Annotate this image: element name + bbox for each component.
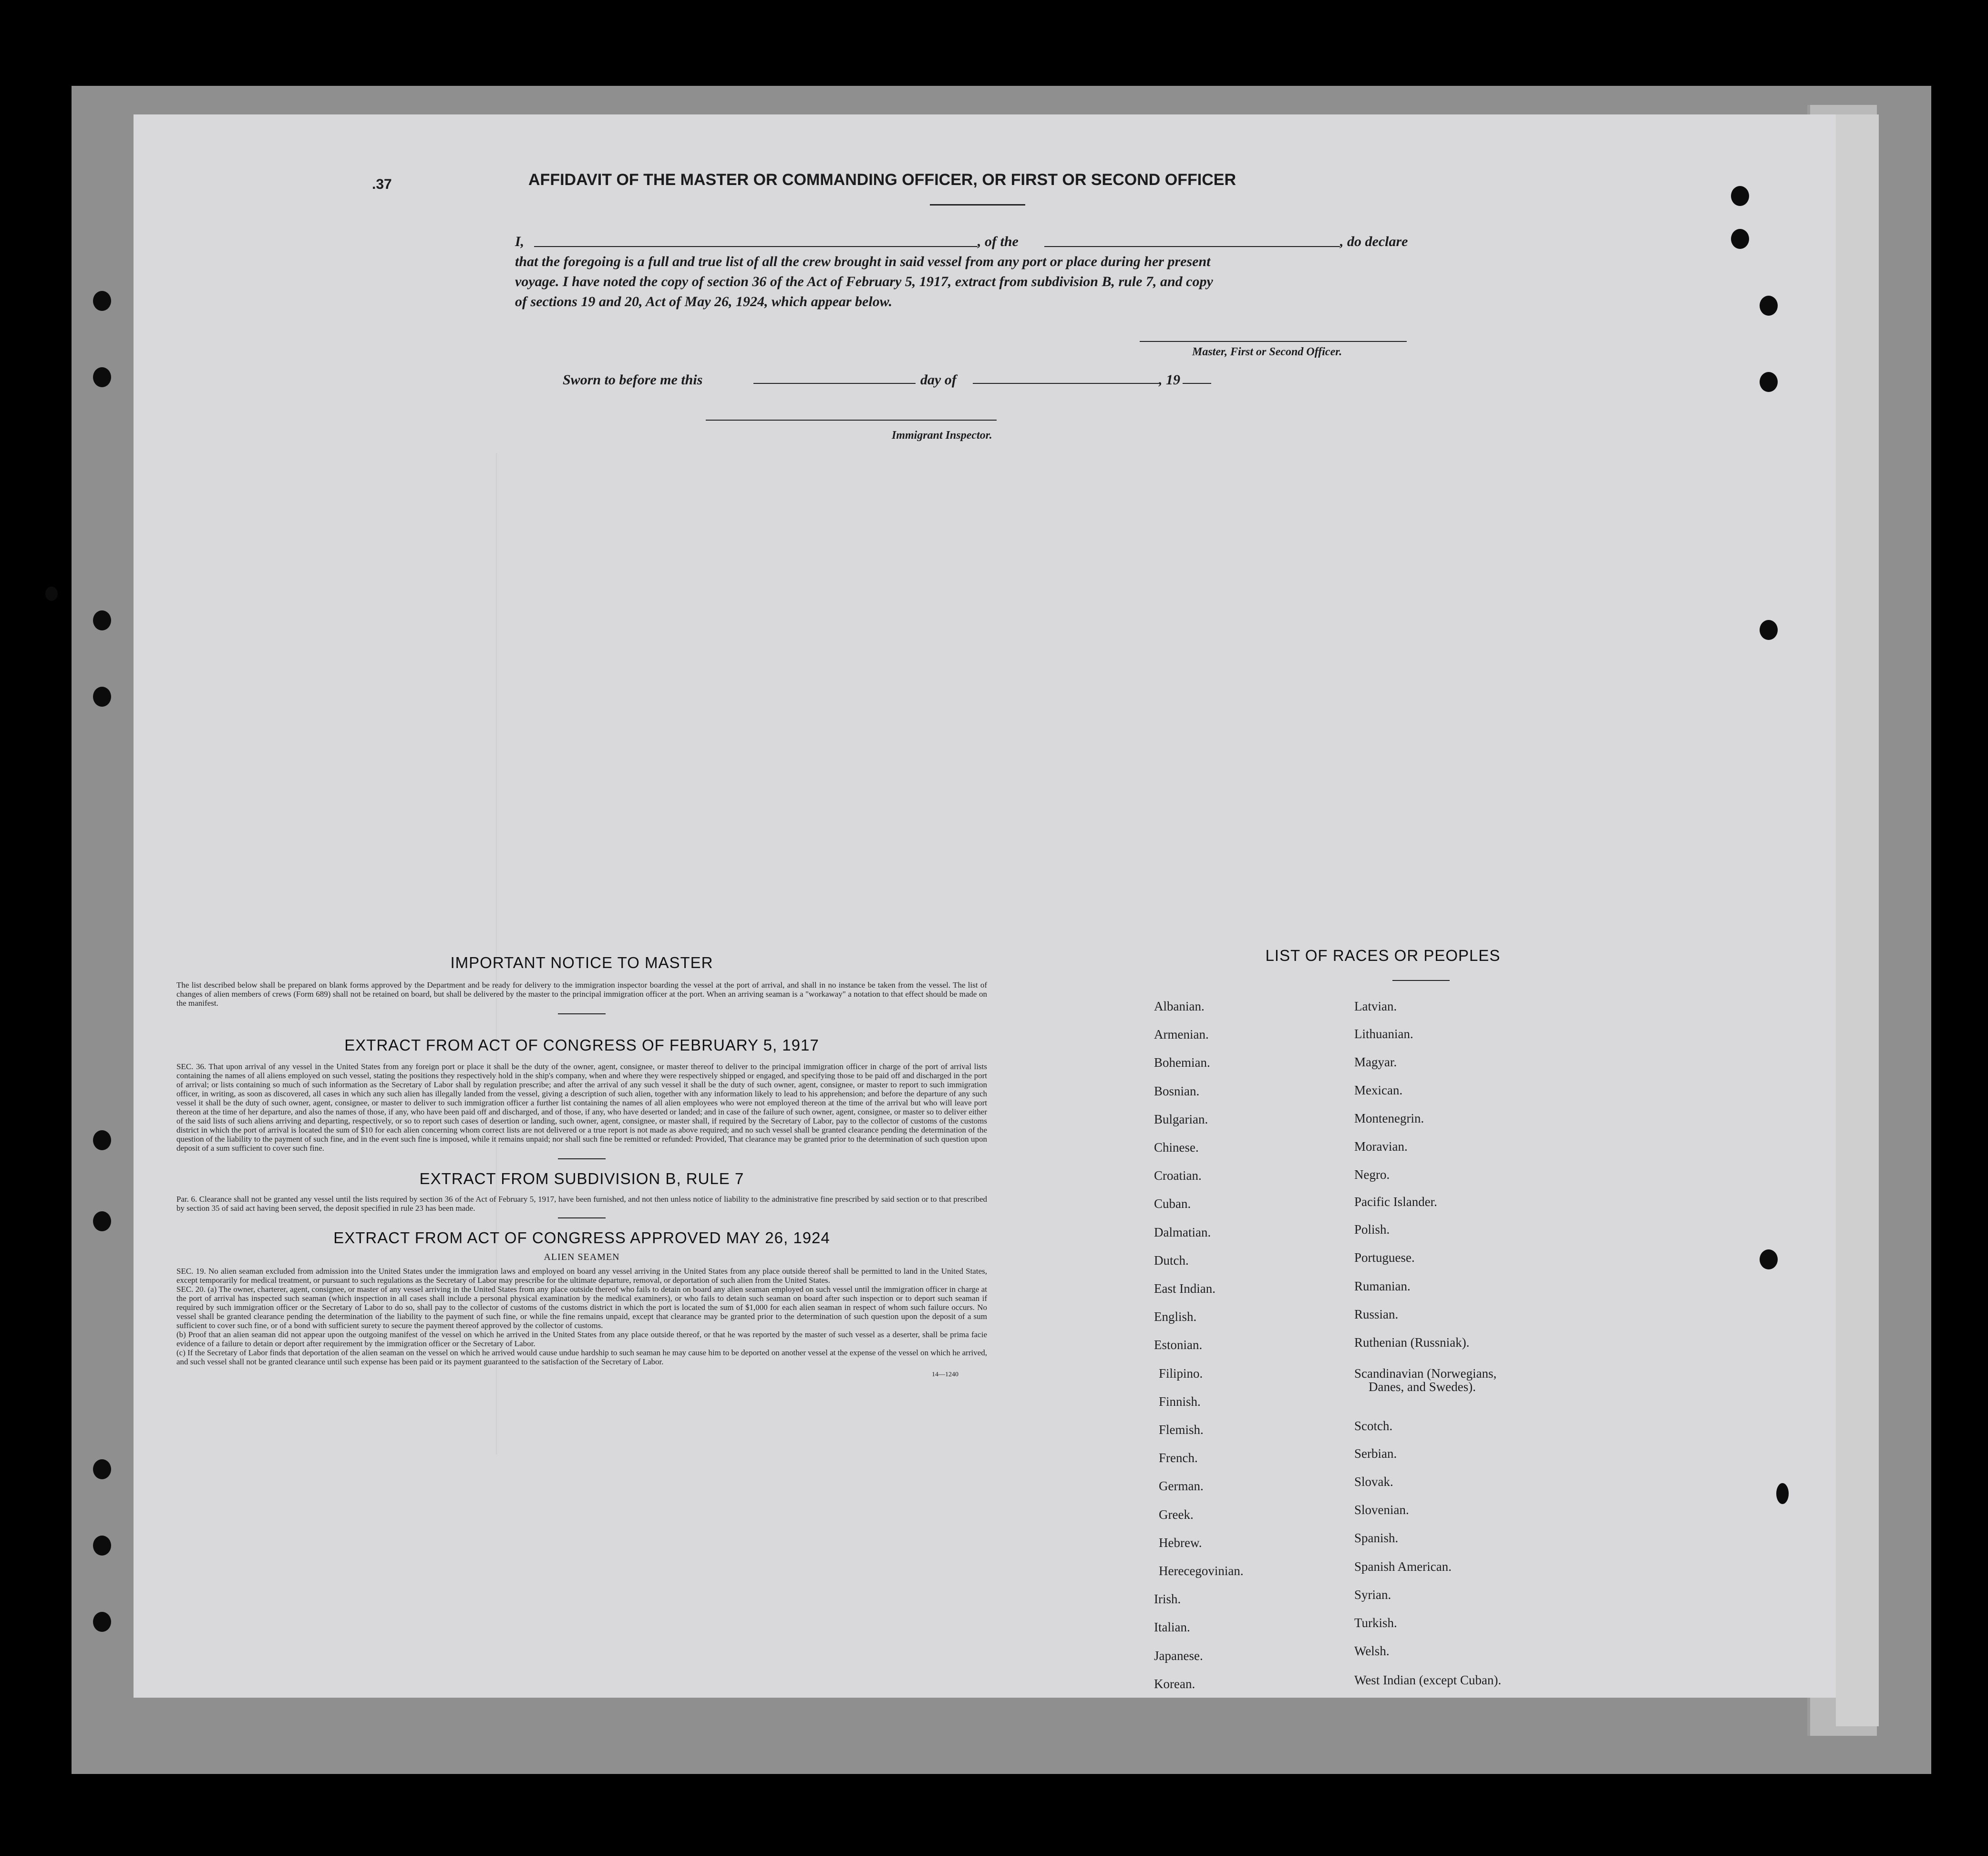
punch-hole — [93, 367, 111, 387]
race-item: Spanish American. — [1354, 1559, 1452, 1574]
race-item: Chinese. — [1154, 1140, 1199, 1155]
race-item: Slovenian. — [1354, 1503, 1409, 1517]
race-item: Lithuanian. — [1354, 1027, 1413, 1041]
race-item: Finnish. — [1159, 1394, 1201, 1409]
race-item: Pacific Islander. — [1354, 1195, 1437, 1209]
race-item: Bohemian. — [1154, 1055, 1210, 1070]
divider — [558, 1013, 606, 1014]
punch-hole — [93, 1459, 111, 1479]
race-item: Italian. — [1154, 1620, 1190, 1635]
race-item: Magyar. — [1354, 1055, 1397, 1069]
punch-hole — [1760, 372, 1778, 392]
punch-hole — [93, 291, 111, 311]
races-right-column — [1354, 999, 1640, 1714]
extract-1924-subtitle: ALIEN SEAMEN — [544, 1252, 620, 1262]
name-blank — [534, 246, 978, 247]
sec20b-body: (b) Proof that an alien seaman did not appear upon the outgoing manifest of the vessel on which he arrived in the United States from any place outside thereof, or that he was reported by the master of such vessel as a deserter, shall be prima facie evidence of a failure to detain or deport after requirement by the immigration officer or the Secretary of Labor. — [176, 1330, 987, 1348]
race-item: Mexican. — [1354, 1083, 1403, 1097]
form-number: 14—1240 — [932, 1371, 958, 1378]
race-item: Russian. — [1354, 1307, 1399, 1321]
sworn-text-c: , 19 — [1159, 372, 1180, 388]
race-item: Syrian. — [1354, 1588, 1391, 1602]
affidavit-title: AFFIDAVIT OF THE MASTER OR COMMANDING OFFICER, OR FIRST OR SECOND OFFICER — [528, 171, 1236, 189]
rule7-title: EXTRACT FROM SUBDIVISION B, RULE 7 — [419, 1170, 744, 1187]
affidavit-line1-b: , of the — [978, 234, 1019, 249]
punch-hole — [1731, 186, 1749, 206]
race-item: Latvian. — [1354, 999, 1397, 1013]
race-item: East Indian. — [1154, 1281, 1215, 1296]
race-item: Irish. — [1154, 1592, 1181, 1607]
race-item: Montenegrin. — [1354, 1111, 1424, 1125]
punch-hole — [93, 1211, 111, 1231]
race-item: Armenian. — [1154, 1027, 1209, 1042]
sec20a-body: SEC. 20. (a) The owner, charterer, agent, consignee, or master of any vessel arriving in the United States from any place outside thereof who fails to detain on board any alien seaman employed on such vessel until the immigration officer in charge at the port of arrival has inspected such seaman (which inspection in all cases shall include a personal physical examination by the medical examiners), or who fails to detain such seaman on board after such inspection or to deport such seaman if required by such immigration officer or the Secretary of Labor to do so, shall pay to the collector of customs of the customs district in which the port is located the sum of $1,000 for each alien seaman in respect of whom such failure occurs. No vessel shall be granted clearance pending the determination of the liability to the payment of such fine, or while the fine remains unpaid, except that clearance may be granted prior to the determination of such question upon the deposit of a sum sufficient to cover such fine, or of a bond with sufficient surety to secure the payment thereof approved by the collector of customs. — [176, 1285, 987, 1330]
affidavit-line1-c: , do declare — [1340, 234, 1408, 249]
race-item: Dalmatian. — [1154, 1225, 1211, 1239]
race-item: Ruthenian (Russniak). — [1354, 1335, 1470, 1350]
notice-title: IMPORTANT NOTICE TO MASTER — [450, 954, 713, 971]
sworn-year-blank — [1183, 383, 1211, 384]
race-item: Portuguese. — [1354, 1250, 1415, 1265]
race-item: Greek. — [1159, 1507, 1194, 1522]
races-left-column — [1154, 999, 1326, 1714]
affidavit-line1-a: I, — [515, 234, 525, 249]
race-item: French. — [1159, 1451, 1198, 1465]
race-item: Filipino. — [1159, 1366, 1203, 1381]
race-item: Turkish. — [1354, 1616, 1397, 1630]
punch-hole — [93, 610, 111, 630]
sec20c-body: (c) If the Secretary of Labor finds that deportation of the alien seaman on the vessel on which he arrived would cause undue hardship to such seaman he may cause him to be deported on another vessel at the expense of the vessel on which he arrived, and such vessel shall not be granted clearance until such expense has been paid or its payment guaranteed to the satisfaction of the Secretary of Labor. — [176, 1348, 987, 1366]
master-signature-line — [1140, 341, 1407, 342]
extract-1924-title: EXTRACT FROM ACT OF CONGRESS APPROVED MAY 26, 1924 — [333, 1229, 830, 1247]
sworn-text-b: day of — [920, 372, 957, 388]
punch-hole — [93, 1612, 111, 1632]
race-item: Herecegovinian. — [1159, 1564, 1244, 1578]
race-item: Moravian. — [1354, 1139, 1408, 1154]
affidavit-line3: voyage. I have noted the copy of section 36 of the Act of February 5, 1917, extract from subdivision B, rule 7, and copy — [515, 274, 1213, 289]
title-rule — [930, 204, 1025, 206]
race-item: Rumanian. — [1354, 1279, 1411, 1293]
notices-column — [176, 954, 987, 1379]
bleed-through-column — [1736, 448, 1822, 1497]
divider — [558, 1158, 606, 1159]
punch-hole — [93, 687, 111, 707]
races-title-rule — [1392, 980, 1450, 981]
race-item: Flemish. — [1159, 1423, 1204, 1437]
notice-body: The list described below shall be prepared on blank forms approved by the Department and be ready for delivery to the immigration inspector boarding the vessel at the port of arrival, and shall in no instance be taken from the vessel. The list of changes of alien members of crews (Form 689) shall not be retained on board, but shall be delivered by the master to the principal immigration officer at the port. When an arriving seaman is a "workaway" a notation to that effect should be made on the manifest. — [176, 980, 987, 1008]
affidavit-line4: of sections 19 and 20, Act of May 26, 1924, which appear below. — [515, 294, 893, 309]
punch-hole — [93, 1536, 111, 1556]
race-item: Cuban. — [1154, 1196, 1191, 1211]
master-signature-label: Master, First or Second Officer. — [1192, 346, 1342, 358]
race-item: West Indian (except Cuban). — [1354, 1673, 1502, 1687]
punch-hole — [1731, 229, 1749, 249]
page-number: .37 — [372, 176, 392, 192]
sec19-body: SEC. 19. No alien seaman excluded from admission into the United States under the immigration laws and employed on board any vessel arriving in the United States from any place outside thereof shall be permitted to land in the United States, except temporarily for medical treatment, or pursuant to such regulations as the Secretary of Labor may prescribe for the ultimate departure, removal, or deportation of such alien from the United States. — [176, 1267, 987, 1285]
sworn-month-blank — [973, 383, 1159, 384]
punch-hole — [93, 1130, 111, 1150]
vessel-blank — [1044, 246, 1340, 247]
race-item: Korean. — [1154, 1676, 1195, 1691]
race-item: Japanese. — [1154, 1648, 1203, 1663]
extract-1917-title: EXTRACT FROM ACT OF CONGRESS OF FEBRUARY 5, 1917 — [344, 1036, 819, 1054]
race-item: Albanian. — [1154, 999, 1205, 1013]
race-item: Scandinavian (Norwegians, — [1354, 1366, 1497, 1381]
divider — [558, 1217, 606, 1218]
document-sheet — [134, 114, 1836, 1698]
sworn-day-blank — [753, 383, 916, 384]
race-item: German. — [1159, 1479, 1204, 1494]
race-item: Polish. — [1354, 1222, 1390, 1237]
race-item: Estonian. — [1154, 1338, 1203, 1352]
inspector-signature-label: Immigrant Inspector. — [892, 429, 992, 442]
race-item: Hebrew. — [1159, 1535, 1202, 1550]
race-item: Negro. — [1354, 1167, 1390, 1182]
punch-hole — [45, 587, 58, 601]
race-item: Scotch. — [1354, 1419, 1393, 1433]
sworn-text-a: Sworn to before me this — [563, 372, 703, 388]
races-title: LIST OF RACES OR PEOPLES — [1265, 947, 1501, 964]
inspector-signature-line — [706, 420, 997, 421]
race-item: Spanish. — [1354, 1531, 1399, 1545]
backing-sheet-edge-light — [1836, 114, 1879, 1726]
race-item: Danes, and Swedes). — [1369, 1380, 1476, 1394]
race-item: Serbian. — [1354, 1446, 1397, 1461]
affidavit-line2: that the foregoing is a full and true list of all the crew brought in said vessel from any port or place during her present — [515, 254, 1211, 269]
race-item: Bulgarian. — [1154, 1112, 1208, 1126]
race-item: Welsh. — [1354, 1644, 1390, 1658]
race-item: Bosnian. — [1154, 1083, 1200, 1098]
punch-hole — [1760, 296, 1778, 316]
race-item: Slovak. — [1354, 1474, 1393, 1489]
extract-1917-body: SEC. 36. That upon arrival of any vessel in the United States from any foreign port or place it shall be the duty of the owner, agent, consignee, or master thereof to deliver to the principal immigration officer in charge of the port of arrival lists containing the names of all aliens employed on such vessel, stating the positions they respectively hold in the ship's company, when and where they were respectively shipped or engaged, and specifying those to be paid off and discharged in the port of arrival; or lists containing so much of such information as the Secretary of Labor shall by regulation prescribe; and after the arrival of any such vessel it shall be the duty of such owner, agent, consignee, or master to report to such immigration officer, in writing, as soon as discovered, all cases in which any such alien has illegally landed from the vessel, giving a description of such alien, together with any information likely to lead to his apprehension; and before the departure of any such vessel it shall be the duty of such owner, agent, consignee, or master to deliver to such immigration officer a further list containing the names of all alien employees who were not employed thereon at the time of the arrival but who will leave port thereon at the time of her departure, and also the names of those, if any, who have been paid off and discharged, and of those, if any, who have deserted or landed; and in case of the failure of such owner, agent, consignee, or master so to deliver either of the said lists of such aliens arriving and departing, respectively, or so to report such cases of desertion or landing, such owner, agent, consignee, or master shall, if required by the Secretary of Labor, pay to the collector of customs of the customs district in which the port of arrival is located the sum of $10 for each alien concerning whom correct lists are not delivered or a true report is not made as above required; and no such vessel shall be granted clearance pending the determination of the question of the liability to the payment of such fine, and in the event such fine is imposed, while it remains unpaid; nor shall such fine be remitted or refunded: Provided, That clearance may be granted prior to the determination of such question upon deposit of a sum sufficient to cover such fine. — [176, 1062, 987, 1153]
race-item: English. — [1154, 1310, 1197, 1324]
race-item: Croatian. — [1154, 1168, 1202, 1183]
race-item: Dutch. — [1154, 1253, 1189, 1268]
rule7-body: Par. 6. Clearance shall not be granted any vessel until the lists required by section 36 of the Act of February 5, 1917, have been furnished, and not then unless notice of liability to the administrative fine prescribed by said section or to that prescribed by section 35 of said act having been served, the deposit specified in rule 23 has been made. — [176, 1195, 987, 1213]
